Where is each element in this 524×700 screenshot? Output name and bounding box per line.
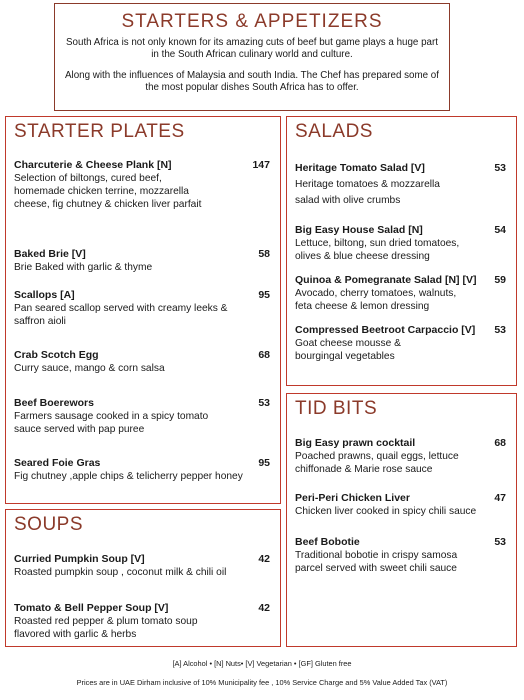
item-name: Scallops [A] [14, 289, 75, 301]
section-title: SOUPS [14, 514, 84, 535]
item-description: Fig chutney ,apple chips & telicherry pepper honey [14, 471, 243, 482]
item-name: Baked Brie [V] [14, 248, 86, 260]
section-title: STARTER PLATES [14, 121, 185, 142]
intro-box [54, 3, 450, 111]
item-price: 68 [258, 349, 270, 361]
item-name: Beef Boerewors [14, 397, 94, 409]
item-price: 59 [494, 274, 506, 286]
menu-item [295, 492, 506, 518]
menu-item [295, 274, 506, 313]
menu-item [295, 437, 506, 476]
item-name: Big Easy prawn cocktail [295, 437, 416, 449]
item-price: 53 [494, 536, 506, 548]
menu-item [295, 224, 506, 263]
item-description: Poached prawns, quail eggs, lettuce chiffonade & Marie rose sauce [295, 451, 459, 475]
item-price: 147 [252, 159, 270, 171]
item-price: 54 [494, 224, 506, 236]
item-price: 95 [258, 289, 270, 301]
menu-item [14, 397, 270, 436]
item-name: Peri-Peri Chicken Liver [295, 492, 410, 504]
menu-item [14, 553, 270, 579]
item-name: Big Easy House Salad [N] [295, 224, 423, 236]
item-description: Selection of biltongs, cured beef, homemade chicken terrine, mozzarella cheese, fig chutney & chicken liver parfait [14, 173, 202, 210]
item-price: 42 [258, 602, 270, 614]
item-description: Chicken liver cooked in spicy chili sauce [295, 506, 477, 517]
section-title: TID BITS [295, 398, 378, 419]
item-name: Crab Scotch Egg [14, 349, 99, 361]
menu-item [295, 536, 506, 575]
item-name: Charcuterie & Cheese Plank [N] [14, 159, 172, 171]
menu-item [14, 349, 270, 375]
soups-section [5, 509, 281, 647]
item-name: Curried Pumpkin Soup [V] [14, 553, 145, 565]
item-description: Pan seared scallop served with creamy leeks & saffron aioli [14, 303, 228, 327]
item-description: Heritage tomatoes & mozzarella salad with olive crumbs [295, 179, 440, 206]
item-name: Heritage Tomato Salad [V] [295, 162, 425, 174]
item-price: 58 [258, 248, 270, 260]
menu-item [14, 602, 270, 641]
item-price: 47 [494, 492, 506, 504]
item-description: Roasted red pepper & plum tomato soup flavored with garlic & herbs [14, 616, 198, 640]
item-description: Lettuce, biltong, sun dried tomatoes, olives & blue cheese dressing [295, 238, 460, 262]
item-description: Roasted pumpkin soup , coconut milk & chili oil [14, 567, 227, 578]
intro-paragraph-1: South Africa is not only known for its amazing cuts of beef but game plays a huge part in the South African culinary world and culture. [66, 37, 438, 60]
item-description: Avocado, cherry tomatoes, walnuts, feta cheese & lemon dressing [295, 288, 457, 312]
price-footnote: Prices are in UAE Dirham inclusive of 10% Municipality fee , 10% Service Charge and 5% Value Added Tax (VAT) [76, 678, 448, 687]
item-description: Goat cheese mousse & bourgingal vegetables [295, 338, 401, 362]
menu-item [14, 289, 270, 328]
starter-plates-section [5, 116, 281, 504]
menu-item [295, 324, 506, 363]
tid-bits-section [286, 393, 517, 647]
dietary-legend: [A] Alcohol • [N] Nuts• [V] Vegetarian • [GF] Gluten free [172, 659, 352, 668]
section-title: SALADS [295, 121, 373, 142]
item-description: Brie Baked with garlic & thyme [14, 262, 153, 273]
salads-section [286, 116, 517, 386]
item-description: Farmers sausage cooked in a spicy tomato sauce served with pap puree [14, 411, 209, 435]
item-price: 68 [494, 437, 506, 449]
item-name: Tomato & Bell Pepper Soup [V] [14, 602, 169, 614]
menu-item [14, 159, 270, 211]
item-price: 53 [258, 397, 270, 409]
item-price: 53 [494, 162, 506, 174]
menu-item [295, 162, 506, 209]
menu-title: STARTERS & APPETIZERS [121, 11, 383, 32]
menu-item [14, 457, 270, 483]
menu-item [14, 248, 270, 274]
item-price: 95 [258, 457, 270, 469]
item-price: 42 [258, 553, 270, 565]
item-name: Beef Bobotie [295, 536, 360, 548]
item-description: Traditional bobotie in crispy samosa parcel served with sweet chili sauce [295, 550, 458, 574]
item-name: Seared Foie Gras [14, 457, 101, 469]
item-name: Quinoa & Pomegranate Salad [N] [V] [295, 274, 477, 286]
item-description: Curry sauce, mango & corn salsa [14, 363, 165, 374]
item-price: 53 [494, 324, 506, 336]
item-name: Compressed Beetroot Carpaccio [V] [295, 324, 476, 336]
intro-paragraph-2: Along with the influences of Malaysia and south India. The Chef has prepared some of the most popular dishes South Africa has to offer. [65, 70, 439, 93]
